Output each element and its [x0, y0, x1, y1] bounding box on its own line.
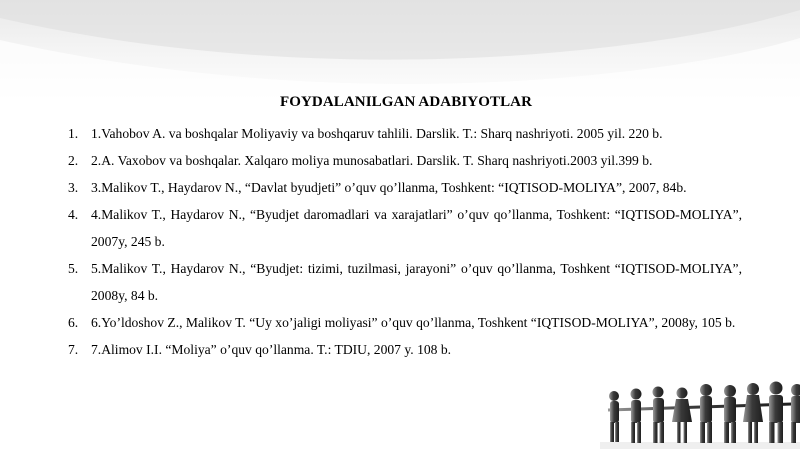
list-item-text: 1.Vahobov A. va boshqalar Moliyaviy va boshqaruv tahlili. Darslik. T.: Sharq nashriyoti. 2005 yil. 220 b. — [91, 126, 663, 141]
list-item-text: 7.Alimov I.I. “Moliya” o’quv qo’llanma. T.: TDIU, 2007 y. 108 b. — [91, 342, 452, 357]
list-item-number: 4. — [68, 207, 79, 222]
list-item — [68, 255, 742, 309]
list-item — [68, 336, 742, 363]
page-title: FOYDALANILGAN ADABIYOTLAR — [279, 94, 533, 110]
list-item-text: 3.Malikov T., Haydarov N., “Davlat byudjeti” o’quv qo’llanma, Toshkent: “IQTISOD-MOLIYA”, 2007, 84b. — [91, 180, 687, 195]
list-item — [68, 174, 742, 201]
list-item-text: 2.A. Vaxobov va boshqalar. Xalqaro moliya munosabatlari. Darslik. T. Sharq nashriyoti.2003 yil.399 b. — [91, 153, 653, 168]
list-item-number: 2. — [68, 153, 79, 168]
list-item — [68, 147, 742, 174]
list-item-text: 6.Yo’ldoshov Z., Malikov T. “Uy xo’jaligi moliyasi” o’quv qo’llanma, Toshkent “IQTISOD-MOLIYA”, 2008y, 105 b. — [91, 315, 736, 330]
list-item-text: 5.Malikov T., Haydarov N., “Byudjet: tizimi, tuzilmasi, jarayoni” o’quv qo’llanma, Toshkent “IQTISOD-MOLIYA”, 2008y, 84 b. — [91, 261, 742, 303]
list-item-number: 6. — [68, 315, 79, 330]
list-item-number: 3. — [68, 180, 79, 195]
reference-list — [68, 120, 742, 363]
list-item-number: 1. — [68, 126, 79, 141]
list-item-text: 4.Malikov T., Haydarov N., “Byudjet daromadlari va xarajatlari” o’quv qo’llanma, Toshkent: “IQTISOD-MOLIYA”, 2007y, 245 b. — [91, 207, 742, 249]
list-item — [68, 201, 742, 255]
people-silhouette-image — [600, 380, 800, 449]
list-item — [68, 309, 742, 336]
list-item-number: 5. — [68, 261, 79, 276]
list-item-number: 7. — [68, 342, 79, 357]
list-item — [68, 120, 742, 147]
